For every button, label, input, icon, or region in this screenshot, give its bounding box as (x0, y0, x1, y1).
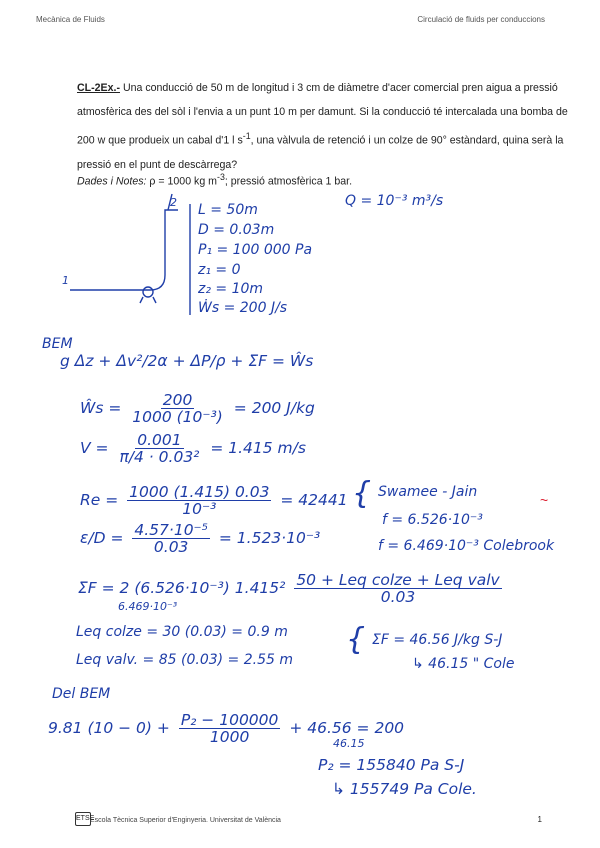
final-eq-a: 9.81 (10 − 0) + (48, 719, 170, 737)
bem-equation: g Δz + Δv²/2α + ΔP/ρ + ΣF = Ŵs (60, 352, 314, 370)
ws-result: = 200 J/kg (233, 399, 315, 417)
brace-icon-2: { (346, 622, 366, 657)
reynolds-line (80, 484, 348, 517)
notes-text: ρ = 1000 kg m (146, 175, 217, 188)
red-tick-mark: ~ (540, 492, 549, 508)
leq-valv: Leq valv. = 85 (0.03) = 2.55 m (76, 652, 293, 668)
problem-id: CL-2Ex.- (77, 82, 120, 94)
v-den: π/4 · 0.03² (119, 448, 200, 466)
notes-sup: -3 (217, 172, 225, 182)
school-logo: ETSE (75, 812, 91, 826)
notes-end: ; pressió atmosfèrica 1 bar. (224, 175, 353, 188)
ws-lhs: Ŵs = (80, 399, 122, 417)
final-eq-b: + 46.56 = 200 (289, 719, 405, 737)
point-2-label: 2 (170, 196, 177, 209)
v-result: = 1.415 m/s (210, 439, 306, 457)
leq-colze: Leq colze = 30 (0.03) = 0.9 m (76, 624, 288, 640)
re-den: 10⁻³ (182, 500, 217, 518)
eps-result: = 1.523·10⁻³ (218, 529, 321, 547)
v-num: 0.001 (137, 431, 182, 449)
bem-label: BEM (42, 336, 73, 352)
v-lhs: V = (80, 439, 109, 457)
problem-text-sup: -1 (242, 131, 251, 141)
ws-num: 200 (162, 391, 193, 409)
brace-icon: { (352, 476, 372, 511)
velocity-line (80, 432, 306, 465)
eps-lhs: ε/D = (80, 529, 124, 547)
sf-num: 50 + Leq colze + Leq valv (296, 571, 500, 589)
problem-text-end: , una vàlvula de retenció i un colze de 90° estàndard, quina serà la pressió en el punt de descàrrega? (77, 134, 564, 171)
sf-result-sj: ΣF = 46.56 J/kg S-J (372, 632, 503, 648)
ws-den: 1000 (10⁻³) (132, 408, 223, 426)
re-lhs: Re = (80, 491, 119, 509)
sf-lhs: ΣF = 2 (6.526·10⁻³) 1.415² (78, 579, 286, 597)
given-p1: P₁ = 100 000 Pa (198, 242, 313, 258)
re-result: = 42441 (280, 491, 348, 509)
swamee-jain-title: Swamee - Jain (378, 484, 478, 500)
final-alt-friction: 46.15 (333, 737, 365, 750)
header-right: Circulació de fluids per conduccions (417, 15, 545, 24)
p2-result-cole: ↳ 155749 Pa Cole. (332, 780, 477, 798)
point-1-label: 1 (62, 274, 69, 287)
flow-rate: Q = 10⁻³ m³/s (345, 193, 444, 209)
del-bem-label: Del BEM (52, 686, 111, 702)
eps-num: 4.57·10⁻⁵ (134, 521, 208, 539)
footer-text: Escola Tècnica Superior d'Enginyeria. Universitat de València (90, 817, 281, 824)
notes-label: Dades i Notes: (77, 175, 147, 188)
ws-line (80, 392, 315, 425)
roughness-line (80, 522, 320, 555)
friction-sj: f = 6.526·10⁻³ (382, 512, 483, 528)
final-num: P₂ − 100000 (180, 711, 279, 729)
header-left: Mecànica de Fluids (36, 15, 105, 24)
sf-alt-friction: 6.469·10⁻³ (118, 600, 178, 613)
given-diameter: D = 0.03m (198, 222, 275, 238)
final-den: 1000 (209, 728, 250, 746)
eps-den: 0.03 (153, 538, 189, 556)
p2-result-sj: P₂ = 155840 Pa S-J (318, 756, 465, 774)
given-z1: z₁ = 0 (198, 262, 241, 278)
sf-den: 0.03 (380, 588, 416, 606)
problem-text: Una conducció de 50 m de longitud i 3 cm de diàmetre d'acer comercial pren aigua a pressió atmosfèrica des del sòl i l'envia a un punt 10 m per damunt. Si la conducció té intercalada una bomba de 200 w que produeix un cabal d'1 l s (77, 82, 568, 147)
given-length: L = 50m (198, 202, 258, 218)
given-power: Ẇs = 200 J/s (198, 300, 288, 316)
friction-colebrook: f = 6.469·10⁻³ Colebrook (378, 538, 555, 554)
page-number: 1 (537, 815, 542, 824)
re-num: 1000 (1.415) 0.03 (129, 483, 270, 501)
sf-result-cole: ↳ 46.15 " Cole (412, 656, 515, 672)
given-z2: z₂ = 10m (198, 281, 264, 297)
